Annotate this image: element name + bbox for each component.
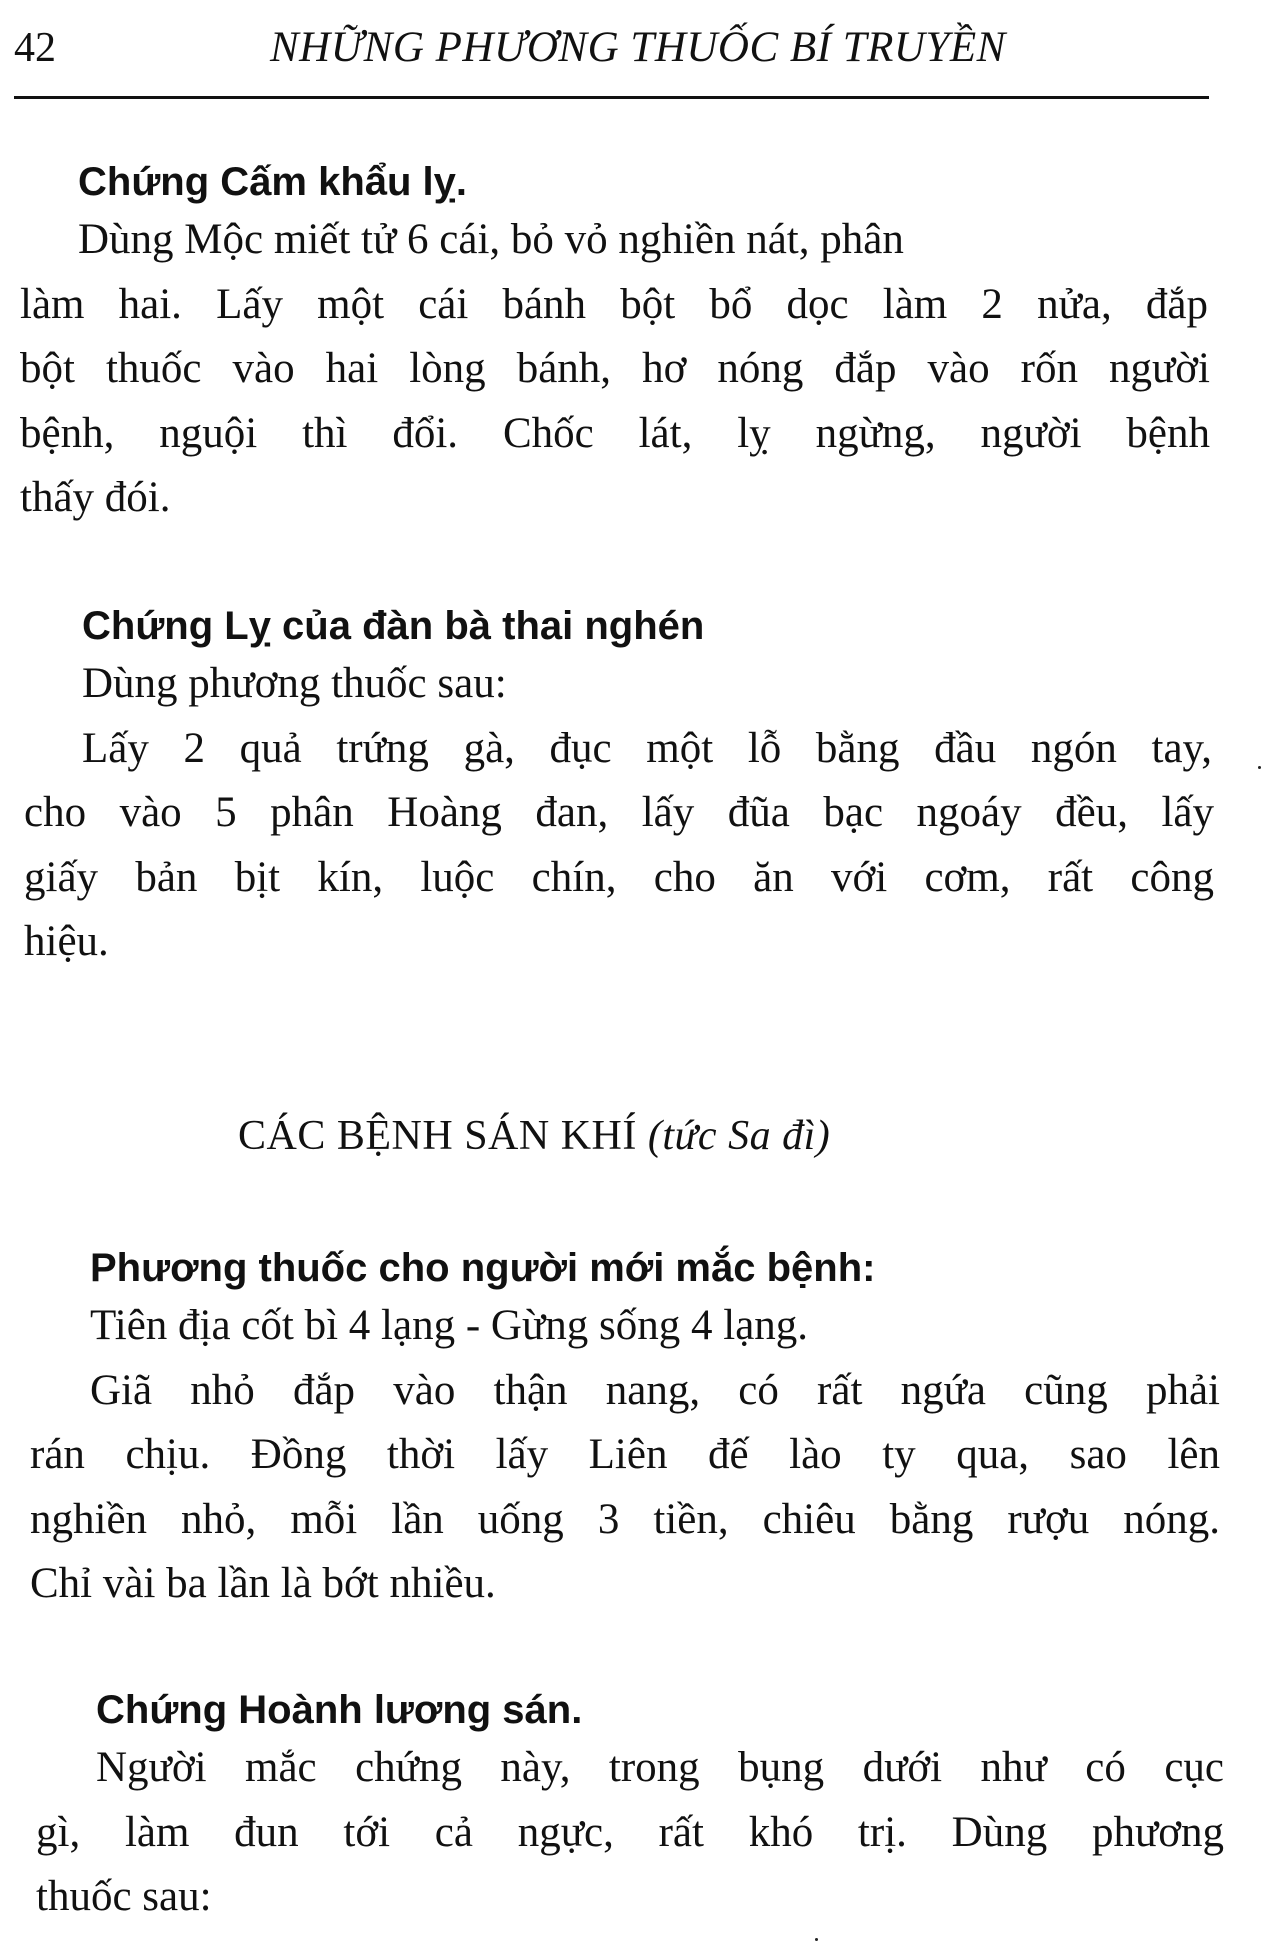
- paragraph-line: Giã nhỏ đắp vào thận nang, có rất ngứa cũng phải: [90, 1366, 1220, 1414]
- paragraph-line: Người mắc chứng này, trong bụng dưới như có cục: [96, 1744, 1224, 1791]
- paragraph-line: gì, làm đun tới cả ngực, rất khó trị. Dùng phương: [36, 1808, 1224, 1856]
- paragraph-line: Tiên địa cốt bì 4 lạng - Gừng sống 4 lạng.: [90, 1302, 809, 1349]
- section-ly-dan-ba-thai-nghen: [0, 598, 1280, 975]
- paragraph-line: làm hai. Lấy một cái bánh bột bổ dọc làm 2 nửa, đắp: [20, 280, 1208, 328]
- section-heading: Chứng Hoành lương sán.: [96, 1688, 583, 1732]
- paragraph-line: bệnh, nguội thì đổi. Chốc lát, lỵ ngừng, người bệnh: [20, 409, 1210, 457]
- paragraph-line: giấy bản bịt kín, luộc chín, cho ăn với cơm, rất công: [24, 853, 1214, 901]
- paragraph-line: Chỉ vài ba lần là bớt nhiều.: [30, 1560, 496, 1607]
- paragraph-line: nghiền nhỏ, mỗi lần uống 3 tiền, chiêu bằng rượu nóng.: [30, 1495, 1220, 1543]
- paragraph-line: thuốc sau:: [36, 1873, 212, 1920]
- chapter-heading: [238, 1108, 830, 1164]
- paragraph-line: cho vào 5 phân Hoàng đan, lấy đũa bạc ngoáy đều, lấy: [24, 789, 1214, 836]
- section-hoanh-luong-san: [0, 1682, 1280, 1930]
- chapter-title: CÁC BỆNH SÁN KHÍ: [238, 1113, 637, 1159]
- paragraph-line: thấy đói.: [20, 474, 171, 521]
- page-number: 42: [14, 25, 56, 71]
- paragraph-line: bột thuốc vào hai lòng bánh, hơ nóng đắp vào rốn người: [20, 345, 1210, 392]
- running-title: NHỮNG PHƯƠNG THUỐC BÍ TRUYỀN: [270, 24, 1006, 71]
- paragraph-line: hiệu.: [24, 918, 109, 965]
- section-heading: Chứng Cấm khẩu lỵ.: [78, 160, 468, 204]
- chapter-note: (tức Sa đì): [647, 1113, 831, 1159]
- page-header: [14, 18, 1209, 98]
- section-heading: Phương thuốc cho người mới mắc bệnh:: [90, 1246, 876, 1290]
- scan-speck: [1258, 766, 1261, 769]
- header-rule: [14, 96, 1209, 99]
- section-moi-mac-benh: [0, 1240, 1280, 1617]
- paragraph-line: Lấy 2 quả trứng gà, đục một lỗ bằng đầu ngón tay,: [82, 724, 1212, 772]
- section-cam-khau-ly: [0, 154, 1280, 531]
- paragraph-line: rán chịu. Đồng thời lấy Liên đế lào ty qua, sao lên: [30, 1431, 1220, 1478]
- paragraph-line: Dùng phương thuốc sau:: [82, 660, 507, 707]
- paragraph-line: Dùng Mộc miết tử 6 cái, bỏ vỏ nghiền nát, phân: [78, 216, 904, 263]
- scan-speck: [815, 1938, 818, 1941]
- section-heading: Chứng Lỵ của đàn bà thai nghén: [82, 604, 705, 648]
